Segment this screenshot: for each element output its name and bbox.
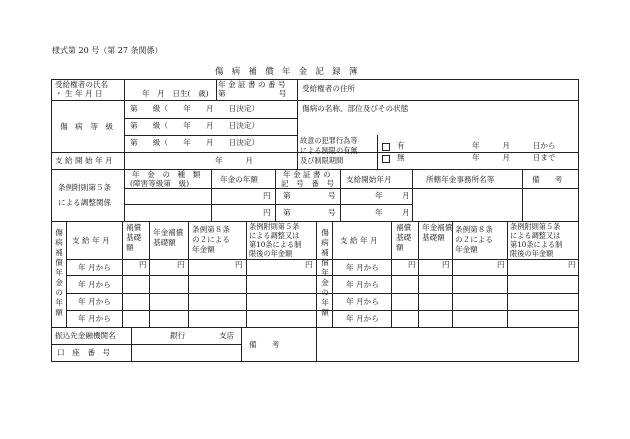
annual-l3 bbox=[188, 221, 189, 327]
art5-col3 bbox=[340, 169, 341, 221]
annual-yen-left-c: 円 bbox=[235, 260, 243, 269]
art5-col1 bbox=[211, 169, 212, 221]
article5-label-1: 条例附則第５条 bbox=[58, 183, 112, 192]
annual-base-h2-left: 基礎 bbox=[126, 233, 142, 242]
annual-side1 bbox=[66, 221, 67, 327]
border-left bbox=[51, 79, 52, 361]
annual-pbase-h1-left: 年金補償 bbox=[153, 228, 184, 237]
annual-from-left-1[interactable]: 年 月から bbox=[78, 263, 111, 272]
bank-name-suffix[interactable]: 銀行 bbox=[170, 331, 186, 340]
annual-adj-h4-right: 限後の年金額 bbox=[510, 249, 554, 258]
grade-row-1[interactable]: 第 級（ 年 月 日決定） bbox=[130, 104, 260, 113]
annual-base-h3-right: 額 bbox=[396, 243, 404, 252]
account-number-label: 口 座 番 号 bbox=[57, 348, 111, 357]
restriction-label-1: 故意の犯罪行為等 bbox=[300, 136, 358, 145]
art5-no-last-1: 号 bbox=[328, 191, 336, 200]
annual-side2 bbox=[332, 221, 333, 327]
annual-art8-h2-left: の２による bbox=[192, 235, 230, 244]
art5-col2 bbox=[275, 169, 276, 221]
article5-label-2: による調整関係 bbox=[58, 198, 112, 207]
annual-from-right-4[interactable]: 年 月から bbox=[346, 314, 379, 323]
annual-art8-h3-left: 年金額 bbox=[192, 245, 215, 254]
annual-from-right-1[interactable]: 年 月から bbox=[346, 263, 379, 272]
annual-adj-h2-right: による調整又は bbox=[510, 231, 561, 240]
injury-label: 傷病の名称、部位及びその状態 bbox=[302, 104, 409, 113]
recipient-name-label: 受給権者の氏名 bbox=[55, 80, 109, 89]
cert-number-field[interactable]: 第 号 bbox=[218, 89, 287, 98]
annual-adj-h1-left: 条例附則第５条 bbox=[249, 222, 300, 231]
pension-amount-header: 年金の年額 bbox=[220, 175, 258, 184]
restriction-label-3: 及び制限期間 bbox=[300, 156, 344, 165]
grade-label: 傷 病 等 級 bbox=[60, 122, 114, 131]
annual-art8-h2-right: の２による bbox=[455, 235, 493, 244]
divider-row1 bbox=[51, 100, 579, 101]
divider-grade1 bbox=[124, 118, 297, 119]
restriction-yes-checkbox[interactable] bbox=[382, 143, 390, 151]
annual-from-right-3[interactable]: 年 月から bbox=[346, 297, 379, 306]
bank-label-divider bbox=[131, 327, 132, 361]
col-birth-divider bbox=[216, 79, 217, 100]
annual-yen-right-a: 円 bbox=[408, 260, 416, 269]
cert-number-label: 年 金 証 書 の 番 号 bbox=[218, 80, 286, 89]
annual-adj-h1-right: 条例附則第５条 bbox=[510, 222, 561, 231]
divider-art5-row1 bbox=[124, 204, 412, 205]
annual-adj-h2-left: による調整又は bbox=[249, 231, 300, 240]
birth-date-field[interactable]: 年 月 日生( 歳) bbox=[142, 89, 209, 98]
payment-start-value[interactable]: 年 月 bbox=[215, 156, 253, 165]
restriction-no-label: 無 bbox=[397, 153, 405, 162]
recipient-dob-label: ・ 生 年 月 日 bbox=[55, 89, 103, 98]
restriction-until[interactable]: 年 月 日まで bbox=[472, 153, 556, 162]
grade-row-3[interactable]: 第 級（ 年 月 日決定） bbox=[130, 138, 260, 147]
art5-no-first-2: 第 bbox=[283, 208, 291, 217]
annual-adj-h3-left: 第10条による制 bbox=[249, 240, 302, 249]
annual-base-h1-left: 補償 bbox=[126, 223, 142, 232]
cert-symbol-header: 年 金 証 書 の bbox=[283, 170, 331, 179]
border-top bbox=[51, 79, 579, 80]
art5-col5 bbox=[522, 169, 523, 221]
annual-from-left-4[interactable]: 年 月から bbox=[78, 314, 111, 323]
annual-art8-h1-left: 条例第８条 bbox=[192, 225, 230, 234]
annual-pbase-h2-left: 基礎額 bbox=[153, 238, 176, 247]
annual-month-header-left: 支 給 年 月 bbox=[72, 236, 110, 245]
art5-year-2: 年 bbox=[375, 208, 383, 217]
divider-bank bbox=[51, 344, 241, 345]
divider-art5-head bbox=[124, 188, 579, 189]
annual-r4 bbox=[507, 221, 508, 327]
annual-yen-right-b: 円 bbox=[442, 260, 450, 269]
art5-no-first-1: 第 bbox=[283, 191, 291, 200]
annual-base-h1-right: 補償 bbox=[396, 223, 412, 232]
bank-branch-suffix[interactable]: 支店 bbox=[219, 331, 235, 340]
grade-row-2[interactable]: 第 級（ 年 月 日決定） bbox=[130, 121, 260, 130]
annual-yen-left-d: 円 bbox=[305, 260, 313, 269]
art5-month-1: 月 bbox=[402, 191, 410, 200]
annual-adj-h3-right: 第10条による制 bbox=[510, 240, 563, 249]
annual-yen-right-c: 円 bbox=[497, 260, 505, 269]
pension-type-header: 年 金 の 種 類 bbox=[132, 170, 201, 179]
annual-r3 bbox=[452, 221, 453, 327]
annual-pbase-h1-right: 年金補償 bbox=[422, 223, 453, 232]
annual-side-label-right: 傷病補償年金の年額 bbox=[321, 228, 329, 317]
col-restrict-divider bbox=[377, 135, 378, 169]
remarks-header: 備 考 bbox=[532, 175, 563, 184]
annual-from-right-2[interactable]: 年 月から bbox=[346, 280, 379, 289]
divider-art5-end bbox=[51, 221, 579, 222]
annual-r2 bbox=[418, 221, 419, 327]
restriction-label-2: による制限の有無 bbox=[300, 146, 358, 155]
form-number: 様式第 20 号（第 27 条関係） bbox=[52, 46, 163, 55]
art5-yen-1: 円 bbox=[263, 191, 271, 200]
bank-label: 振込先金融機関名 bbox=[55, 331, 116, 340]
annual-r1 bbox=[391, 221, 392, 327]
art5-year-1: 年 bbox=[375, 191, 383, 200]
annual-mid bbox=[316, 221, 317, 361]
art5-no-last-2: 号 bbox=[328, 208, 336, 217]
annual-l1 bbox=[122, 221, 123, 327]
restriction-no-checkbox[interactable] bbox=[382, 155, 390, 163]
border-bottom bbox=[51, 361, 579, 362]
restriction-from[interactable]: 年 月 日から bbox=[472, 141, 556, 150]
cert-symbol-sub: 記 号 番 号 bbox=[281, 179, 335, 188]
bank-remarks-divider bbox=[241, 327, 242, 361]
annual-side-label-left: 傷病補償年金の年額 bbox=[55, 228, 63, 317]
annual-base-h3-left: 額 bbox=[126, 243, 134, 252]
annual-art8-h1-right: 条例第８条 bbox=[455, 225, 493, 234]
form-title: 傷 病 補 償 年 金 記 録 簿 bbox=[215, 66, 358, 76]
annual-from-left-2[interactable]: 年 月から bbox=[78, 280, 111, 289]
annual-yen-left-a: 円 bbox=[139, 260, 147, 269]
bank-remarks-label: 備 考 bbox=[249, 340, 280, 349]
annual-month-header-right: 支 給 年 月 bbox=[340, 236, 378, 245]
annual-yen-left-b: 円 bbox=[177, 260, 185, 269]
office-header: 所轄年金事務所名等 bbox=[426, 175, 495, 184]
annual-art8-h3-right: 年金額 bbox=[455, 245, 478, 254]
border-right bbox=[578, 79, 579, 361]
annual-yen-right-d: 円 bbox=[568, 260, 576, 269]
col-label-divider bbox=[124, 79, 125, 221]
col-address-divider bbox=[297, 79, 298, 169]
art5-month-2: 月 bbox=[402, 208, 410, 217]
art5-col4 bbox=[412, 169, 413, 221]
annual-pbase-h2-right: 基礎額 bbox=[422, 233, 445, 242]
art5-yen-2: 円 bbox=[263, 208, 271, 217]
annual-base-h2-right: 基礎 bbox=[396, 233, 412, 242]
pension-type-sub: (障害等級第 級) bbox=[130, 179, 190, 188]
divider-grade2 bbox=[124, 135, 297, 136]
start-month-header: 支給開始年月 bbox=[346, 175, 392, 184]
annual-adj-h4-left: 限後の年金額 bbox=[249, 249, 293, 258]
address-label: 受給権者の住所 bbox=[302, 84, 356, 93]
annual-from-left-3[interactable]: 年 月から bbox=[78, 297, 111, 306]
restriction-yes-label: 有 bbox=[397, 141, 405, 150]
annual-l4 bbox=[246, 221, 247, 327]
annual-l2 bbox=[149, 221, 150, 327]
payment-start-label: 支 給 開 始 年 月 bbox=[55, 156, 113, 165]
